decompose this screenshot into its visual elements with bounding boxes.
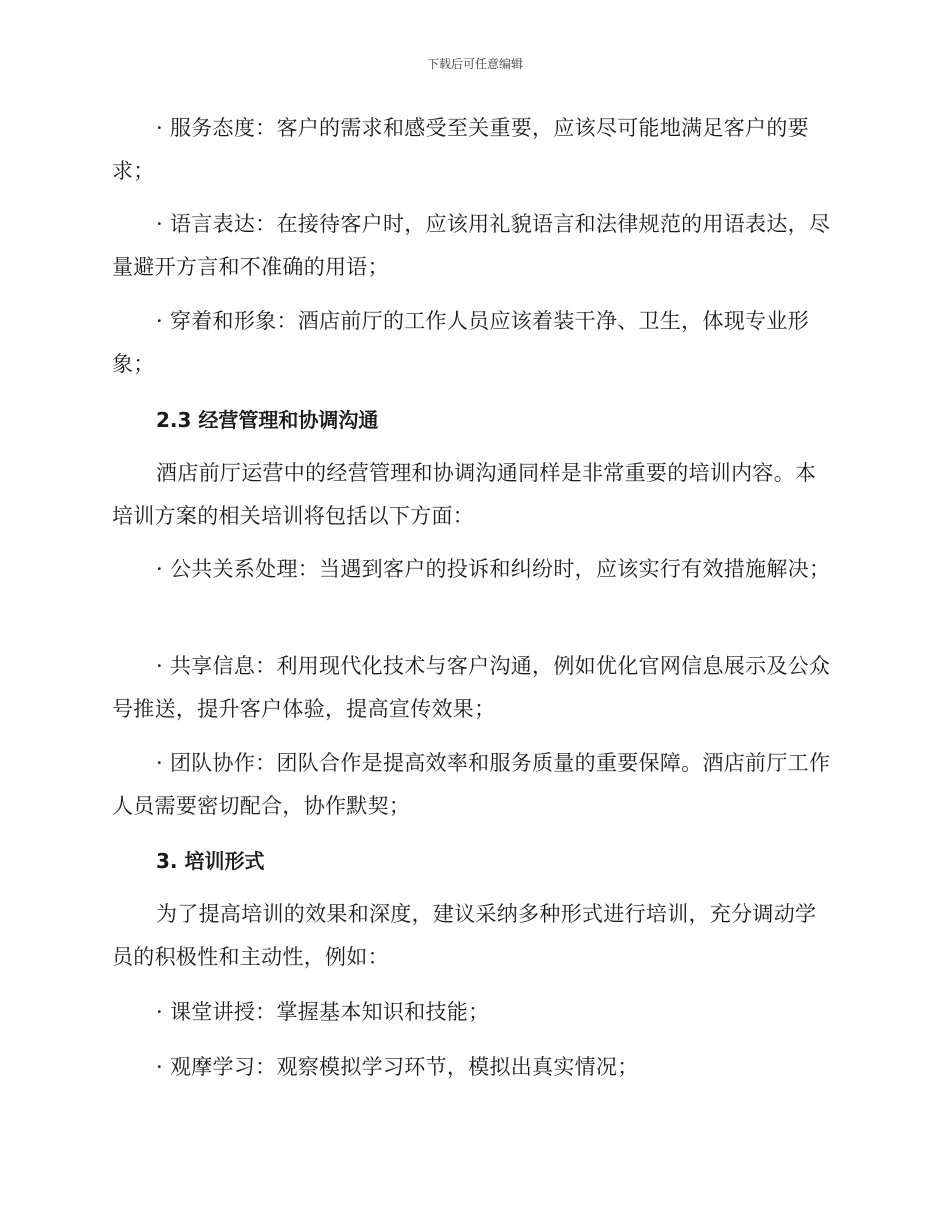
bullet-language: [112, 203, 832, 289]
bullet-appearance: [112, 300, 832, 386]
bullet-teamwork: [112, 742, 832, 828]
bullet-observation: [112, 1046, 832, 1089]
paragraph: · 团队协作：团队合作是提高效率和服务质量的重要保障。酒店前厅工作人员需要密切配合，协作默契；: [112, 751, 831, 818]
bullet-shared-info: [112, 645, 832, 731]
bullet-lecture: [112, 991, 832, 1034]
section-title: 3. 培训形式: [156, 849, 265, 873]
paragraph: · 服务态度：客户的需求和感受至关重要，应该尽可能地满足客户的要求；: [112, 116, 809, 183]
section-heading-3: [112, 846, 832, 876]
bullet-service-attitude: [112, 107, 832, 193]
paragraph: · 穿着和形象：酒店前厅的工作人员应该着装干净、卫生，体现专业形象；: [112, 309, 809, 376]
paragraph-training-forms-intro: [112, 893, 832, 979]
paragraph: · 课堂讲授：掌握基本知识和技能；: [156, 1000, 490, 1024]
section-title: 2.3 经营管理和协调沟通: [156, 408, 379, 432]
paragraph: 为了提高培训的效果和深度，建议采纳多种形式进行培训，充分调动学员的积极性和主动性，例如：: [112, 902, 817, 969]
paragraph: · 共享信息：利用现代化技术与客户沟通，例如优化官网信息展示及公众号推送，提升客户体验，提高宣传效果；: [112, 654, 831, 721]
section-heading-2-3: [112, 405, 832, 435]
paragraph-management-intro: [112, 452, 832, 538]
page-header: 下载后可任意编辑: [426, 57, 523, 71]
bullet-public-relations: [112, 548, 832, 591]
paragraph: 酒店前厅运营中的经营管理和协调沟通同样是非常重要的培训内容。本培训方案的相关培训将包括以下方面：: [112, 461, 817, 528]
paragraph: · 语言表达：在接待客户时，应该用礼貌语言和法律规范的用语表达，尽量避开方言和不准确的用语；: [112, 212, 831, 279]
paragraph: · 观摩学习：观察模拟学习环节，模拟出真实情况；: [156, 1055, 639, 1079]
paragraph: · 公共关系处理：当遇到客户的投诉和纠纷时，应该实行有效措施解决；: [156, 557, 831, 581]
